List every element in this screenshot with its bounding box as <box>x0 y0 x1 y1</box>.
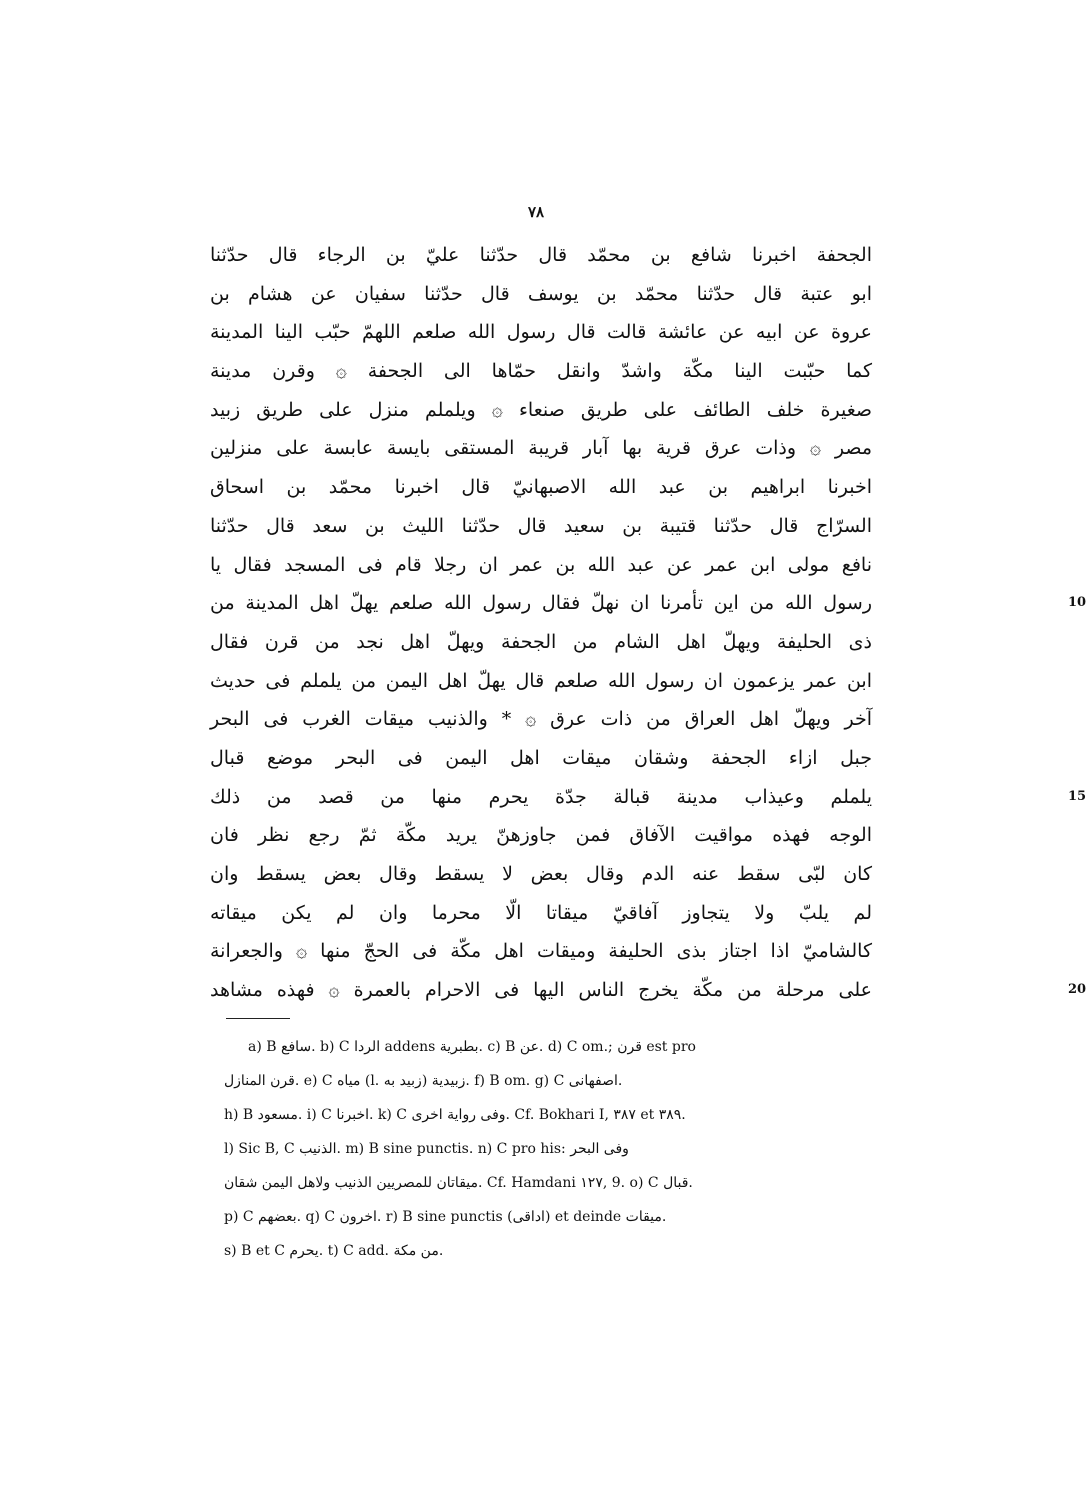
text-line: آخر ويهلّ اهل العراق من ذات عرق ۞ * والذنيب ميقات الغرب فى البحر <box>210 708 872 731</box>
text-line: ابو عتبة قال حدّثنا محمّد بن يوسف قال حدّثنا سفيان عن هشام بن <box>210 282 872 305</box>
text-line: على مرحلة من مكّة يخرج الناس اليها فى الاحرام بالعمرة ۞ فهذه مشاهد <box>210 979 872 1002</box>
text-line: جبل ازاء الجحفة وشقان ميقات اهل اليمن فى البحر موضع قبال <box>210 746 872 769</box>
text-line: رسول الله من اين تأمرنا ان نهلّ فقال رسول الله صلعم يهلّ اهل المدينة من <box>210 592 872 615</box>
text-line: كما حبّبت الينا مكّة واشدّ وانقل حمّاها الى الجحفة ۞ وقرن مدينة <box>210 360 872 383</box>
text-line: اخبرنا ابراهيم بن عبد الله الاصبهانيّ قال اخبرنا محمّد بن اسحاق <box>210 476 872 499</box>
text-line: ذى الحليفة ويهلّ اهل الشام من الجحفة ويهلّ اهل نجد من قرن فقال <box>210 630 872 653</box>
footnote-line: a) B سافع. b) C الردا addens بطبرية. c) B عن. d) C om.; قرن est pro <box>248 1039 696 1055</box>
footnote-separator <box>226 1018 290 1019</box>
line-number: 20 <box>1068 982 1086 998</box>
text-line: ابن عمر يزعمون ان رسول الله صلعم قال يهلّ اهل اليمن من يلملم فى حديث <box>210 669 872 692</box>
text-line: لم يلبّ ولا يتجاوز آفاقيّ ميقاتا الّا محرما وان لم يكن ميقاته <box>210 901 872 924</box>
main-text <box>210 236 1086 1010</box>
footnote-line: ميقاتان للمصريين الذنيب ولاهل اليمن شقان. Cf. Hamdani ١٢٧, 9. o) C قبال. <box>224 1175 693 1191</box>
text-line: مصر ۞ وذات عرق قرية بها آبار قريبة المستقى بايسة عابسة على منزلين <box>210 437 872 460</box>
footnotes <box>224 1030 868 1268</box>
page-number: ٧٨ <box>527 203 545 221</box>
footnote-line: قرن المنازل. e) C مياه (l. زبيد به) زبيدية. f) B om. g) C اصفهانى. <box>224 1073 623 1089</box>
text-line: كان لبّى سقط عنه الدم وقال بعض لا يسقط وقال بعض يسقط وان <box>210 863 872 885</box>
text-line: يلملم وعيذاب مدينة قبالة جدّة يحرم منها من قصد من ذلك <box>210 785 872 808</box>
footnote-line: l) Sic B, C الذنيب. m) B sine punctis. n) C pro his: وفى البحر <box>224 1141 629 1157</box>
text-line: صغيرة خلف الطائف على طريق صنعاء ۞ ويلملم منزل على طريق زبيد <box>210 398 872 421</box>
footnote-line: p) C بعضهم. q) C اخرون. r) B sine punctis (اداقى) et deinde ميقات. <box>224 1209 667 1225</box>
text-line: السرّاج قال حدّثنا قتيبة بن سعيد قال حدّثنا الليث بن سعد قال حدّثنا <box>210 514 872 537</box>
footnote-line: h) B مسعود. i) C اخبرنا. k) C وفى رواية اخرى. Cf. Bokhari I, ٣٨٧ et ٣٨٩. <box>224 1107 686 1123</box>
text-line: الوجه فهذه مواقيت الآفاق فمن جاوزهنّ يريد مكّة ثمّ رجع نظر فان <box>210 824 872 847</box>
text-line: نافع مولى ابن عمر عن عبد الله بن عمر ان رجلا قام فى المسجد فقال يا <box>210 553 872 576</box>
text-line: الجحفة اخبرنا شافع بن محمّد قال حدّثنا عليّ بن الرجاء قال حدّثنا <box>210 244 872 266</box>
line-number: 10 <box>1068 595 1086 611</box>
text-line: عروة عن ابيه عن عائشة قالت قال رسول الله صلعم اللهمّ حبّب الينا المدينة <box>210 321 872 344</box>
footnote-line: s) B et C يحرم. t) C add. من مكة. <box>224 1243 444 1259</box>
text-line: كالشاميّ اذا اجتاز بذى الحليفة وميقات اهل مكّة فى الحجّ منها ۞ والجعرانة <box>210 940 872 963</box>
line-number: 15 <box>1068 788 1086 804</box>
